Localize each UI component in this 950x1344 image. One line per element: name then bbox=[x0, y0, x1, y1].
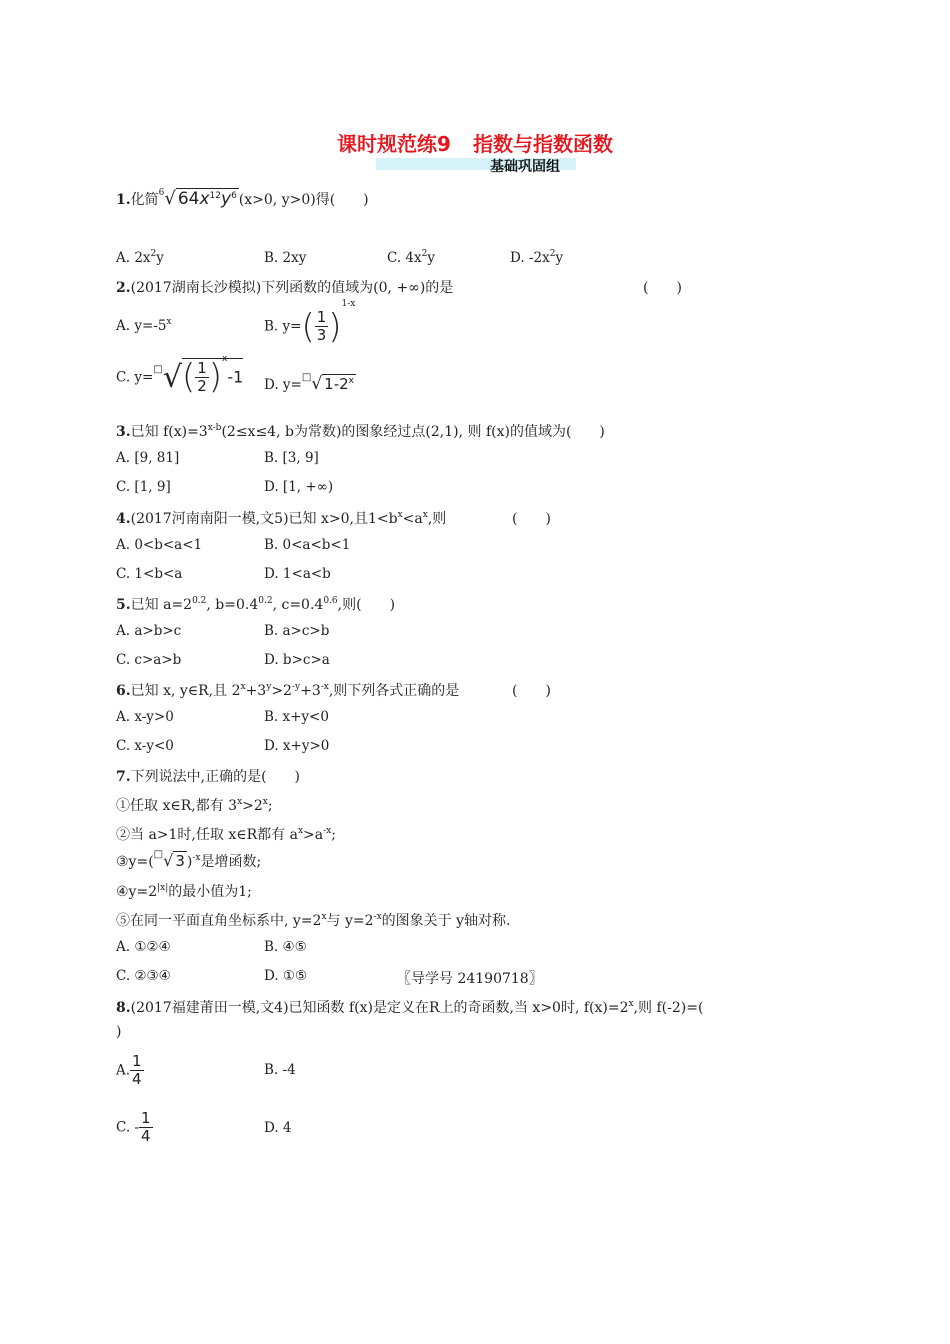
q4-answer-paren: ( ) bbox=[512, 511, 551, 527]
question-number: 6. bbox=[116, 683, 131, 699]
q7-statement-1: ①任取 x∈R,都有 $3^x>2^x$; bbox=[116, 797, 273, 814]
q8-option-d: D. 4 bbox=[264, 1120, 292, 1136]
question-5: 5.已知 $a=2^{0.2}$, $b=0.4^{0.2}$, $c=0.4^{0.6}$,则( ) bbox=[116, 596, 396, 613]
q2-option-d: D. y=□√ 1-2$^x$ bbox=[264, 372, 354, 394]
question-1 bbox=[116, 188, 369, 209]
q8-option-b: B. -4 bbox=[264, 1062, 296, 1078]
q7-option-c: C. ②③④ bbox=[116, 968, 171, 984]
q2-option-c: C. y=□√( $\frac{1}{2}$ )$^x$-1 bbox=[116, 354, 244, 397]
q4-option-c: C. 1<b<a bbox=[116, 566, 183, 582]
q4-option-d: D. 1<a<b bbox=[264, 566, 331, 582]
q4-option-b: B. 0<a<b<1 bbox=[264, 537, 351, 553]
q3-option-b: B. [3, 9] bbox=[264, 450, 319, 466]
q2-option-b: B. y=( $\frac{1}{3}$ )$^{1-x}$ bbox=[264, 299, 356, 347]
q7-statement-2: ②当 a>1时,任取 x∈R都有 $a^x>a^{-x}$; bbox=[116, 826, 336, 843]
q7-statement-4: $④y=2^{|x|}$的最小值为1; bbox=[116, 883, 252, 900]
q2-answer-paren: ( ) bbox=[643, 280, 682, 296]
q7-reference-number: 〖导学号 24190718〗 bbox=[397, 971, 543, 987]
question-text: 化简 bbox=[130, 192, 159, 208]
q1-option-c: C. $4x^2y$ bbox=[387, 249, 436, 266]
question-number: 1. bbox=[116, 192, 131, 208]
condition: (x>0, y>0) bbox=[238, 192, 316, 208]
q2-option-a: A. $y=-5^x$ bbox=[116, 317, 172, 334]
q5-option-d: D. b>c>a bbox=[264, 652, 330, 668]
question-8: 8.(2017福建莆田一模,文4)已知函数 f(x)是定义在R上的奇函数,当 x>0时, $f(x)=2^x$,则 f(-2)=( bbox=[116, 999, 704, 1016]
q7-statement-5: ⑤在同一平面直角坐标系中, $y=2^x$与 $y=2^{-x}$的图象关于 y轴对称. bbox=[116, 912, 511, 929]
question-number: 7. bbox=[116, 769, 131, 785]
question-number: 8. bbox=[116, 1000, 131, 1016]
q8-answer-paren-close: ) bbox=[116, 1024, 122, 1040]
page-title bbox=[0, 128, 950, 157]
root-index: 6 bbox=[158, 188, 165, 198]
question-text: (2017湖南长沙模拟)下列函数的值域为(0, +∞)的是 bbox=[130, 280, 454, 296]
q5-option-a: A. a>b>c bbox=[116, 623, 182, 639]
question-2 bbox=[116, 277, 453, 297]
q6-option-a: A. x-y>0 bbox=[116, 709, 174, 725]
q6-option-d: D. x+y>0 bbox=[264, 738, 330, 754]
q1-option-a: A. $2x^2y$ bbox=[116, 249, 164, 266]
answer-paren: 得( ) bbox=[315, 192, 369, 208]
q5-option-b: B. a>c>b bbox=[264, 623, 330, 639]
question-6: 6.已知 x, y∈R,且 $2^x+3^y>2^{-y}+3^{-x}$,则下列各式正确的是 bbox=[116, 682, 460, 699]
q5-option-c: C. c>a>b bbox=[116, 652, 182, 668]
question-number: 2. bbox=[116, 280, 131, 296]
q8-option-a: A. $\frac{1}{4}$ bbox=[116, 1052, 142, 1088]
q3-option-a: A. [9, 81] bbox=[116, 450, 180, 466]
question-number: 5. bbox=[116, 597, 131, 613]
question-number: 4. bbox=[116, 511, 131, 527]
question-4: 4.(2017河南南阳一模,文5)已知 x>0,且$1<b^x<a^x$,则 bbox=[116, 510, 447, 527]
question-7: 7.下列说法中,正确的是( ) bbox=[116, 769, 300, 785]
question-number: 3. bbox=[116, 424, 131, 440]
q3-option-c: C. [1, 9] bbox=[116, 479, 171, 495]
question-3: 3.已知 $f(x)=3^{x-b}(2\le x\le 4$, b为常数)的图象经过点(2,1), 则 f(x)的值域为( ) bbox=[116, 423, 605, 440]
q7-option-d: D. ①⑤ bbox=[264, 968, 308, 984]
q7-option-a: A. ①②④ bbox=[116, 939, 171, 955]
q6-answer-paren: ( ) bbox=[512, 683, 551, 699]
q1-option-d: D. $-2x^2y$ bbox=[510, 249, 564, 266]
title-main: 课时规范练9 bbox=[337, 132, 451, 156]
q4-option-a: A. 0<b<a<1 bbox=[116, 537, 203, 553]
radical-sign: √ bbox=[164, 188, 176, 209]
q1-option-b: B. 2xy bbox=[264, 250, 307, 266]
q7-option-b: B. ④⑤ bbox=[264, 939, 307, 955]
radicand: $64x^{12}y^6$ bbox=[177, 189, 237, 209]
q7-statement-3: ③y=(□√ 3 )$^{-x}$是增函数; bbox=[116, 849, 262, 870]
q6-option-c: C. x-y<0 bbox=[116, 738, 174, 754]
title-sub: 指数与指数函数 bbox=[472, 132, 613, 156]
q3-option-d: D. [1, +∞) bbox=[264, 479, 334, 495]
q6-option-b: B. x+y<0 bbox=[264, 709, 329, 725]
section-subtitle: 基础巩固组 bbox=[490, 159, 560, 175]
q8-option-c: C. - $\frac{1}{4}$ bbox=[116, 1109, 151, 1145]
